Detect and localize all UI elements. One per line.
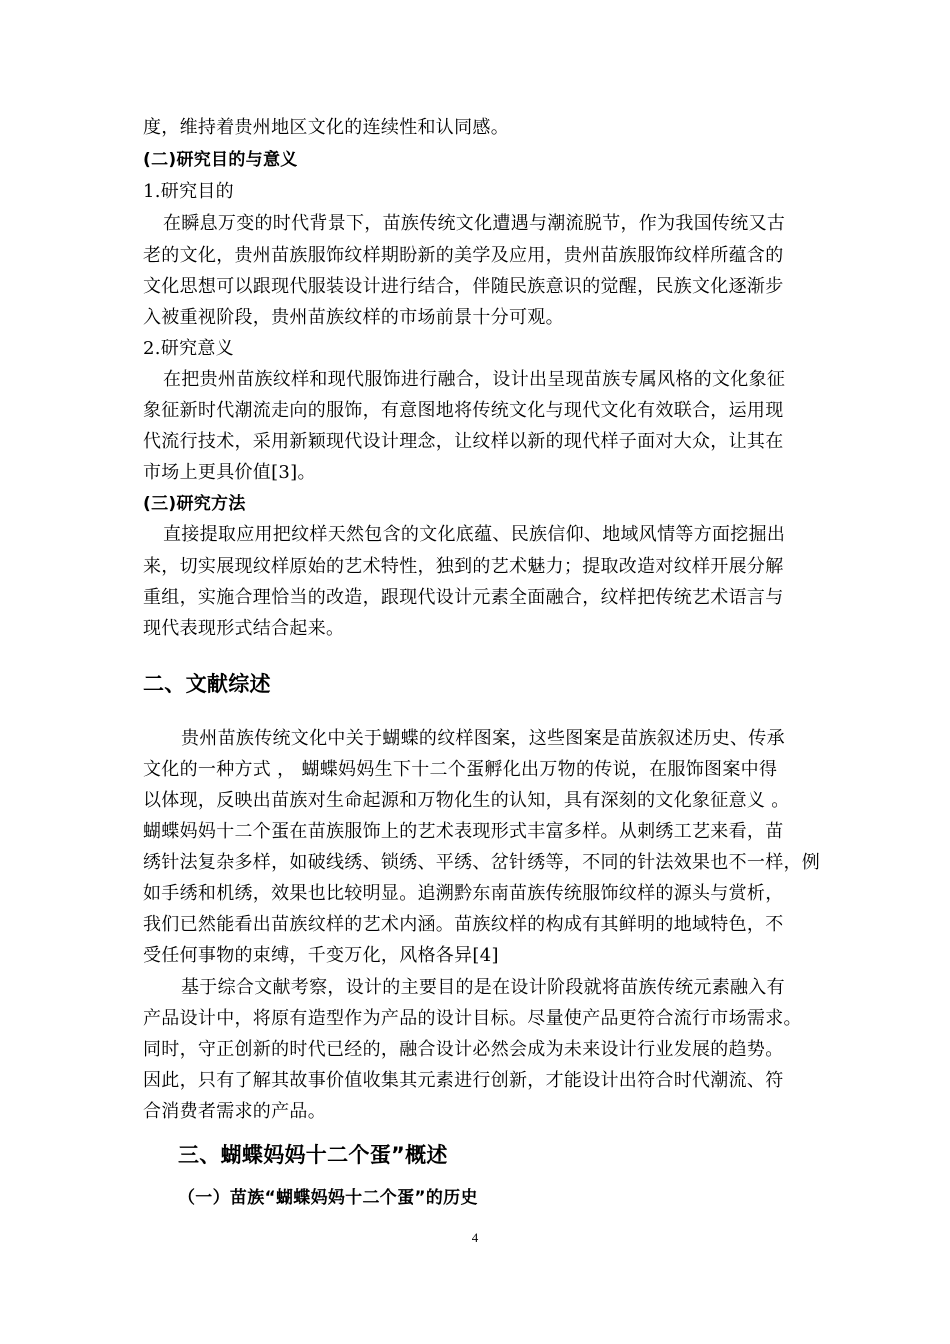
paragraph-line: 象征新时代潮流走向的服饰，有意图地将传统文化与现代文化有效联合，运用现: [143, 400, 784, 421]
numbered-heading: 2.研究意义: [143, 338, 234, 359]
paragraph-line: 现代表现形式结合起来。: [143, 618, 345, 639]
subsection-heading: (二)研究目的与意义: [143, 150, 298, 170]
paragraph-line: 以体现，反映出苗族对生命起源和万物化生的认知，具有深刻的文化象征意义 。: [143, 790, 790, 811]
paragraph-line: 受任何事物的束缚，千变万化，风格各异[4]: [143, 945, 499, 966]
numbered-heading: 1.研究目的: [143, 181, 234, 202]
subsection-heading: （一）苗族“蝴蝶妈妈十二个蛋”的历史: [178, 1188, 478, 1208]
paragraph-line: 老的文化，贵州苗族服饰纹样期盼新的美学及应用，贵州苗族服饰纹样所蕴含的: [143, 245, 784, 266]
paragraph-line: 在把贵州苗族纹样和现代服饰进行融合，设计出呈现苗族专属风格的文化象征: [163, 369, 786, 390]
paragraph-line: 度，维持着贵州地区文化的连续性和认同感。: [143, 117, 509, 138]
paragraph-line: 因此，只有了解其故事价值收集其元素进行创新，才能设计出符合时代潮流、符: [143, 1070, 784, 1091]
paragraph-line: 蝴蝶妈妈十二个蛋在苗族服饰上的艺术表现形式丰富多样。从刺绣工艺来看，苗: [143, 821, 784, 842]
paragraph-line: 基于综合文献考察，设计的主要目的是在设计阶段就将苗族传统元素融入有: [181, 977, 785, 998]
paragraph-line: 直接提取应用把纹样天然包含的文化底蕴、民族信仰、地域风情等方面挖掘出: [163, 524, 786, 545]
paragraph-line: 市场上更具价值[3]。: [143, 462, 316, 483]
paragraph-line: 在瞬息万变的时代背景下，苗族传统文化遭遇与潮流脱节，作为我国传统又古: [163, 213, 786, 234]
paragraph-line: 同时，守正创新的时代已经的，融合设计必然会成为未来设计行业发展的趋势。: [143, 1039, 784, 1060]
paragraph-line: 入被重视阶段，贵州苗族纹样的市场前景十分可观。: [143, 307, 564, 328]
paragraph-line: 代流行技术，采用新颖现代设计理念，让纹样以新的现代样子面对大众，让其在: [143, 431, 784, 452]
paragraph-line: 产品设计中，将原有造型作为产品的设计目标。尽量使产品更符合流行市场需求。: [143, 1008, 802, 1029]
section-heading: 三、蝴蝶妈妈十二个蛋”概述: [178, 1143, 448, 1167]
paragraph-line: 我们已然能看出苗族纹样的艺术内涵。苗族纹样的构成有其鲜明的地域特色，不: [143, 914, 784, 935]
page-number: 4: [471, 1230, 479, 1245]
paragraph-line: 来，切实展现纹样原始的艺术特性，独到的艺术魅力；提取改造对纹样开展分解: [143, 556, 784, 577]
section-heading: 二、文献综述: [143, 672, 271, 696]
paragraph-line: 如手绣和机绣，效果也比较明显。追溯黔东南苗族传统服饰纹样的源头与赏析，: [143, 883, 784, 904]
subsection-heading: (三)研究方法: [143, 494, 246, 514]
paragraph-line: 贵州苗族传统文化中关于蝴蝶的纹样图案，这些图案是苗族叙述历史、传承: [181, 728, 785, 749]
paragraph-line: 绣针法复杂多样，如破线绣、锁绣、平绣、岔针绣等，不同的针法效果也不一样，例: [143, 852, 821, 873]
paragraph-line: 合消费者需求的产品。: [143, 1101, 326, 1122]
paragraph-line: 文化的一种方式 ， 蝴蝶妈妈生下十二个蛋孵化出万物的传说，在服饰图案中得: [143, 759, 778, 780]
paragraph-line: 重组，实施合理恰当的改造，跟现代设计元素全面融合，纹样把传统艺术语言与: [143, 587, 784, 608]
paragraph-line: 文化思想可以跟现代服装设计进行结合，伴随民族意识的觉醒，民族文化逐渐步: [143, 276, 784, 297]
